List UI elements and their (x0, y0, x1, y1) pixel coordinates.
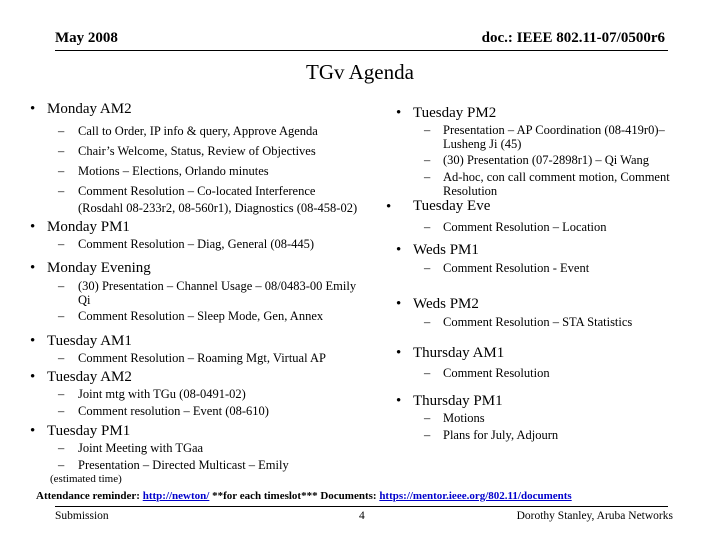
agenda-item: Comment Resolution – STA Statistics (443, 315, 633, 329)
section-heading-weds-pm1: Weds PM1 (413, 242, 479, 258)
section-heading-tuesday-am2: Tuesday AM2 (47, 369, 132, 385)
dash: – (58, 124, 65, 138)
documents-link[interactable]: https://mentor.ieee.org/802.11/documents (379, 490, 572, 502)
dash: – (58, 387, 65, 401)
bullet: • (396, 345, 402, 361)
agenda-item: (30) Presentation (07-2898r1) – Qi Wang (443, 153, 650, 167)
dash: – (424, 261, 431, 275)
agenda-item: Comment Resolution – Roaming Mgt, Virtual AP (78, 351, 326, 365)
page-title: TGv Agenda (306, 60, 414, 84)
attendance-middle-text: **for each timeslot*** Documents: (212, 490, 377, 502)
bullet: • (30, 369, 36, 385)
dash: – (58, 164, 65, 178)
dash: – (58, 184, 65, 198)
newton-link[interactable]: http://newton/ (142, 490, 210, 502)
agenda-item: Joint mtg with TGu (08-0491-02) (78, 387, 246, 401)
agenda-item: Motions (443, 411, 485, 425)
dash: – (58, 404, 65, 418)
bullet: • (30, 219, 36, 235)
agenda-item-continued: Qi (78, 293, 91, 307)
section-heading-monday-am2: Monday AM2 (47, 101, 132, 117)
dash: – (58, 351, 65, 365)
agenda-item: (30) Presentation – Channel Usage – 08/0483-00 Emily (78, 279, 357, 293)
attendance-label: Attendance reminder: (36, 490, 140, 502)
agenda-item: Comment Resolution - Event (443, 261, 590, 275)
agenda-item: Plans for July, Adjourn (443, 428, 559, 442)
header-date: May 2008 (55, 30, 118, 46)
dash: – (424, 366, 431, 380)
bullet: • (386, 199, 392, 215)
dash: – (424, 411, 431, 425)
dash: – (58, 144, 65, 158)
bullet: • (396, 242, 402, 258)
estimated-time-note: (estimated time) (50, 473, 122, 485)
agenda-item: Presentation – AP Coordination (08-419r0)– (443, 123, 665, 137)
agenda-item-continued: Lusheng Ji (45) (443, 137, 522, 151)
dash: – (424, 428, 431, 442)
section-heading-thursday-pm1: Thursday PM1 (413, 393, 503, 409)
agenda-item: Comment resolution – Event (08-610) (78, 404, 269, 418)
agenda-item: Comment Resolution – Diag, General (08-445) (78, 237, 315, 251)
section-heading-weds-pm2: Weds PM2 (413, 296, 479, 312)
agenda-item: Comment Resolution – Location (443, 220, 607, 234)
agenda-item: Motions – Elections, Orlando minutes (78, 164, 269, 178)
header-doc-id: doc.: IEEE 802.11-07/0500r6 (481, 30, 665, 46)
dash: – (424, 153, 431, 167)
dash: – (424, 170, 431, 184)
section-heading-monday-evening: Monday Evening (47, 260, 151, 276)
section-heading-tuesday-pm1: Tuesday PM1 (47, 423, 131, 439)
bullet: • (30, 260, 36, 276)
section-heading-monday-pm1: Monday PM1 (47, 219, 130, 235)
bullet: • (396, 296, 402, 312)
footer-author: Dorothy Stanley, Aruba Networks (516, 510, 673, 522)
dash: – (424, 315, 431, 329)
dash: – (424, 123, 431, 137)
bullet: • (396, 393, 402, 409)
dash: – (58, 458, 65, 472)
footer-rule (55, 506, 668, 507)
agenda-item: Comment Resolution – Co-located Interference (78, 184, 316, 198)
section-heading-tuesday-eve: Tuesday Eve (413, 198, 491, 214)
section-heading-thursday-am1: Thursday AM1 (413, 345, 505, 361)
dash: – (58, 237, 65, 251)
bullet: • (30, 101, 36, 117)
section-heading-tuesday-pm2: Tuesday PM2 (413, 105, 497, 121)
agenda-item: Chair’s Welcome, Status, Review of Objectives (78, 144, 316, 158)
agenda-item: Joint Meeting with TGaa (78, 441, 204, 455)
bullet: • (30, 423, 36, 439)
header-rule (55, 50, 668, 51)
footer-page-number: 4 (359, 510, 365, 522)
footer-submission: Submission (55, 510, 109, 522)
bullet: • (30, 333, 36, 349)
dash: – (58, 279, 65, 293)
agenda-item-continued: Resolution (443, 184, 498, 198)
agenda-item: Ad-hoc, con call comment motion, Comment (443, 170, 670, 184)
agenda-item: Comment Resolution (443, 366, 550, 380)
agenda-item: Comment Resolution – Sleep Mode, Gen, Annex (78, 309, 324, 323)
agenda-item: Presentation – Directed Multicast – Emily (78, 458, 289, 472)
dash: – (58, 441, 65, 455)
bullet: • (396, 105, 402, 121)
section-heading-tuesday-am1: Tuesday AM1 (47, 333, 132, 349)
dash: – (424, 220, 431, 234)
agenda-item-continued: (Rosdahl 08-233r2, 08-560r1), Diagnostics (08-458-02) (78, 201, 358, 215)
agenda-item: Call to Order, IP info & query, Approve Agenda (78, 124, 318, 138)
dash: – (58, 309, 65, 323)
attendance-reminder (36, 490, 572, 502)
